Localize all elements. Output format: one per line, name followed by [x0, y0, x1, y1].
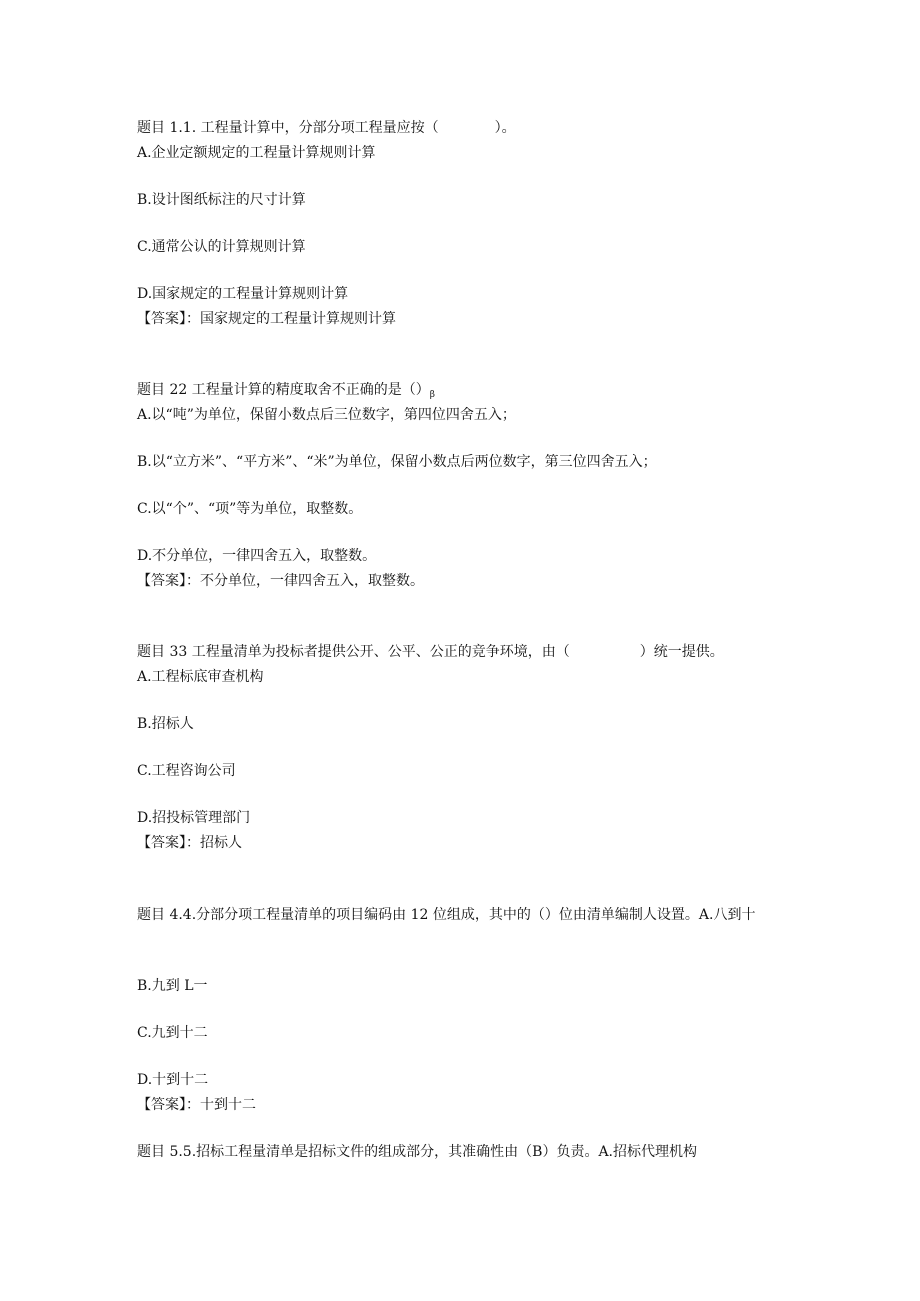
- question-1-stem: 题目 1.1. 工程量计算中，分部分项工程量应按（ ）。: [137, 120, 516, 136]
- question-2-stem-suffix: β: [429, 390, 435, 400]
- question-1-answer: 【答案】：国家规定的工程量计算规则计算: [137, 311, 396, 327]
- question-3-option-b: B.招标人: [137, 716, 194, 732]
- question-4-stem: 题目 4.4.分部分项工程量清单的项目编码由 12 位组成，其中的（）位由清单编制人设置。A.八到十: [137, 907, 756, 923]
- question-2-option-b: B.以“立方米”、“平方米”、“米”为单位，保留小数点后两位数字，第三位四舍五入；: [137, 454, 657, 470]
- question-2-answer: 【答案】：不分单位，一律四舍五入，取整数。: [137, 573, 424, 589]
- question-2-option-a: A.以“吨”为单位，保留小数点后三位数字，第四位四舍五入；: [137, 407, 516, 423]
- question-4-option-b: B.九到 L一: [137, 978, 208, 994]
- question-3-option-a: A.工程标底审查机构: [137, 669, 264, 685]
- question-2-stem-line: [137, 380, 787, 400]
- question-5-stem: 题目 5.5.招标工程量清单是招标文件的组成部分，其准确性由（B）负责。A.招标代理机构: [137, 1144, 698, 1160]
- question-1-option-a: A.企业定额规定的工程量计算规则计算: [137, 145, 376, 161]
- question-3-option-d: D.招投标管理部门: [137, 810, 251, 826]
- question-4-answer: 【答案】：十到十二: [137, 1097, 256, 1113]
- question-2-stem: 题目 22 工程量计算的精度取舍不正确的是（）: [137, 382, 430, 398]
- question-2-option-d: D.不分单位，一律四舍五入，取整数。: [137, 548, 377, 564]
- question-1-option-d: D.国家规定的工程量计算规则计算: [137, 286, 349, 302]
- question-1-option-b: B.设计图纸标注的尺寸计算: [137, 192, 306, 208]
- question-3-answer: 【答案】：招标人: [137, 835, 242, 851]
- question-4-option-c: C.九到十二: [137, 1025, 208, 1041]
- question-3-stem: 题目 33 工程量清单为投标者提供公开、公平、公正的竞争环境，由（ ）统一提供。: [137, 644, 724, 660]
- question-4-option-d: D.十到十二: [137, 1072, 209, 1088]
- question-2-option-c: C.以“个”、“项”等为单位，取整数。: [137, 501, 363, 517]
- question-3-option-c: C.工程咨询公司: [137, 763, 236, 779]
- question-1-option-c: C.通常公认的计算规则计算: [137, 239, 306, 255]
